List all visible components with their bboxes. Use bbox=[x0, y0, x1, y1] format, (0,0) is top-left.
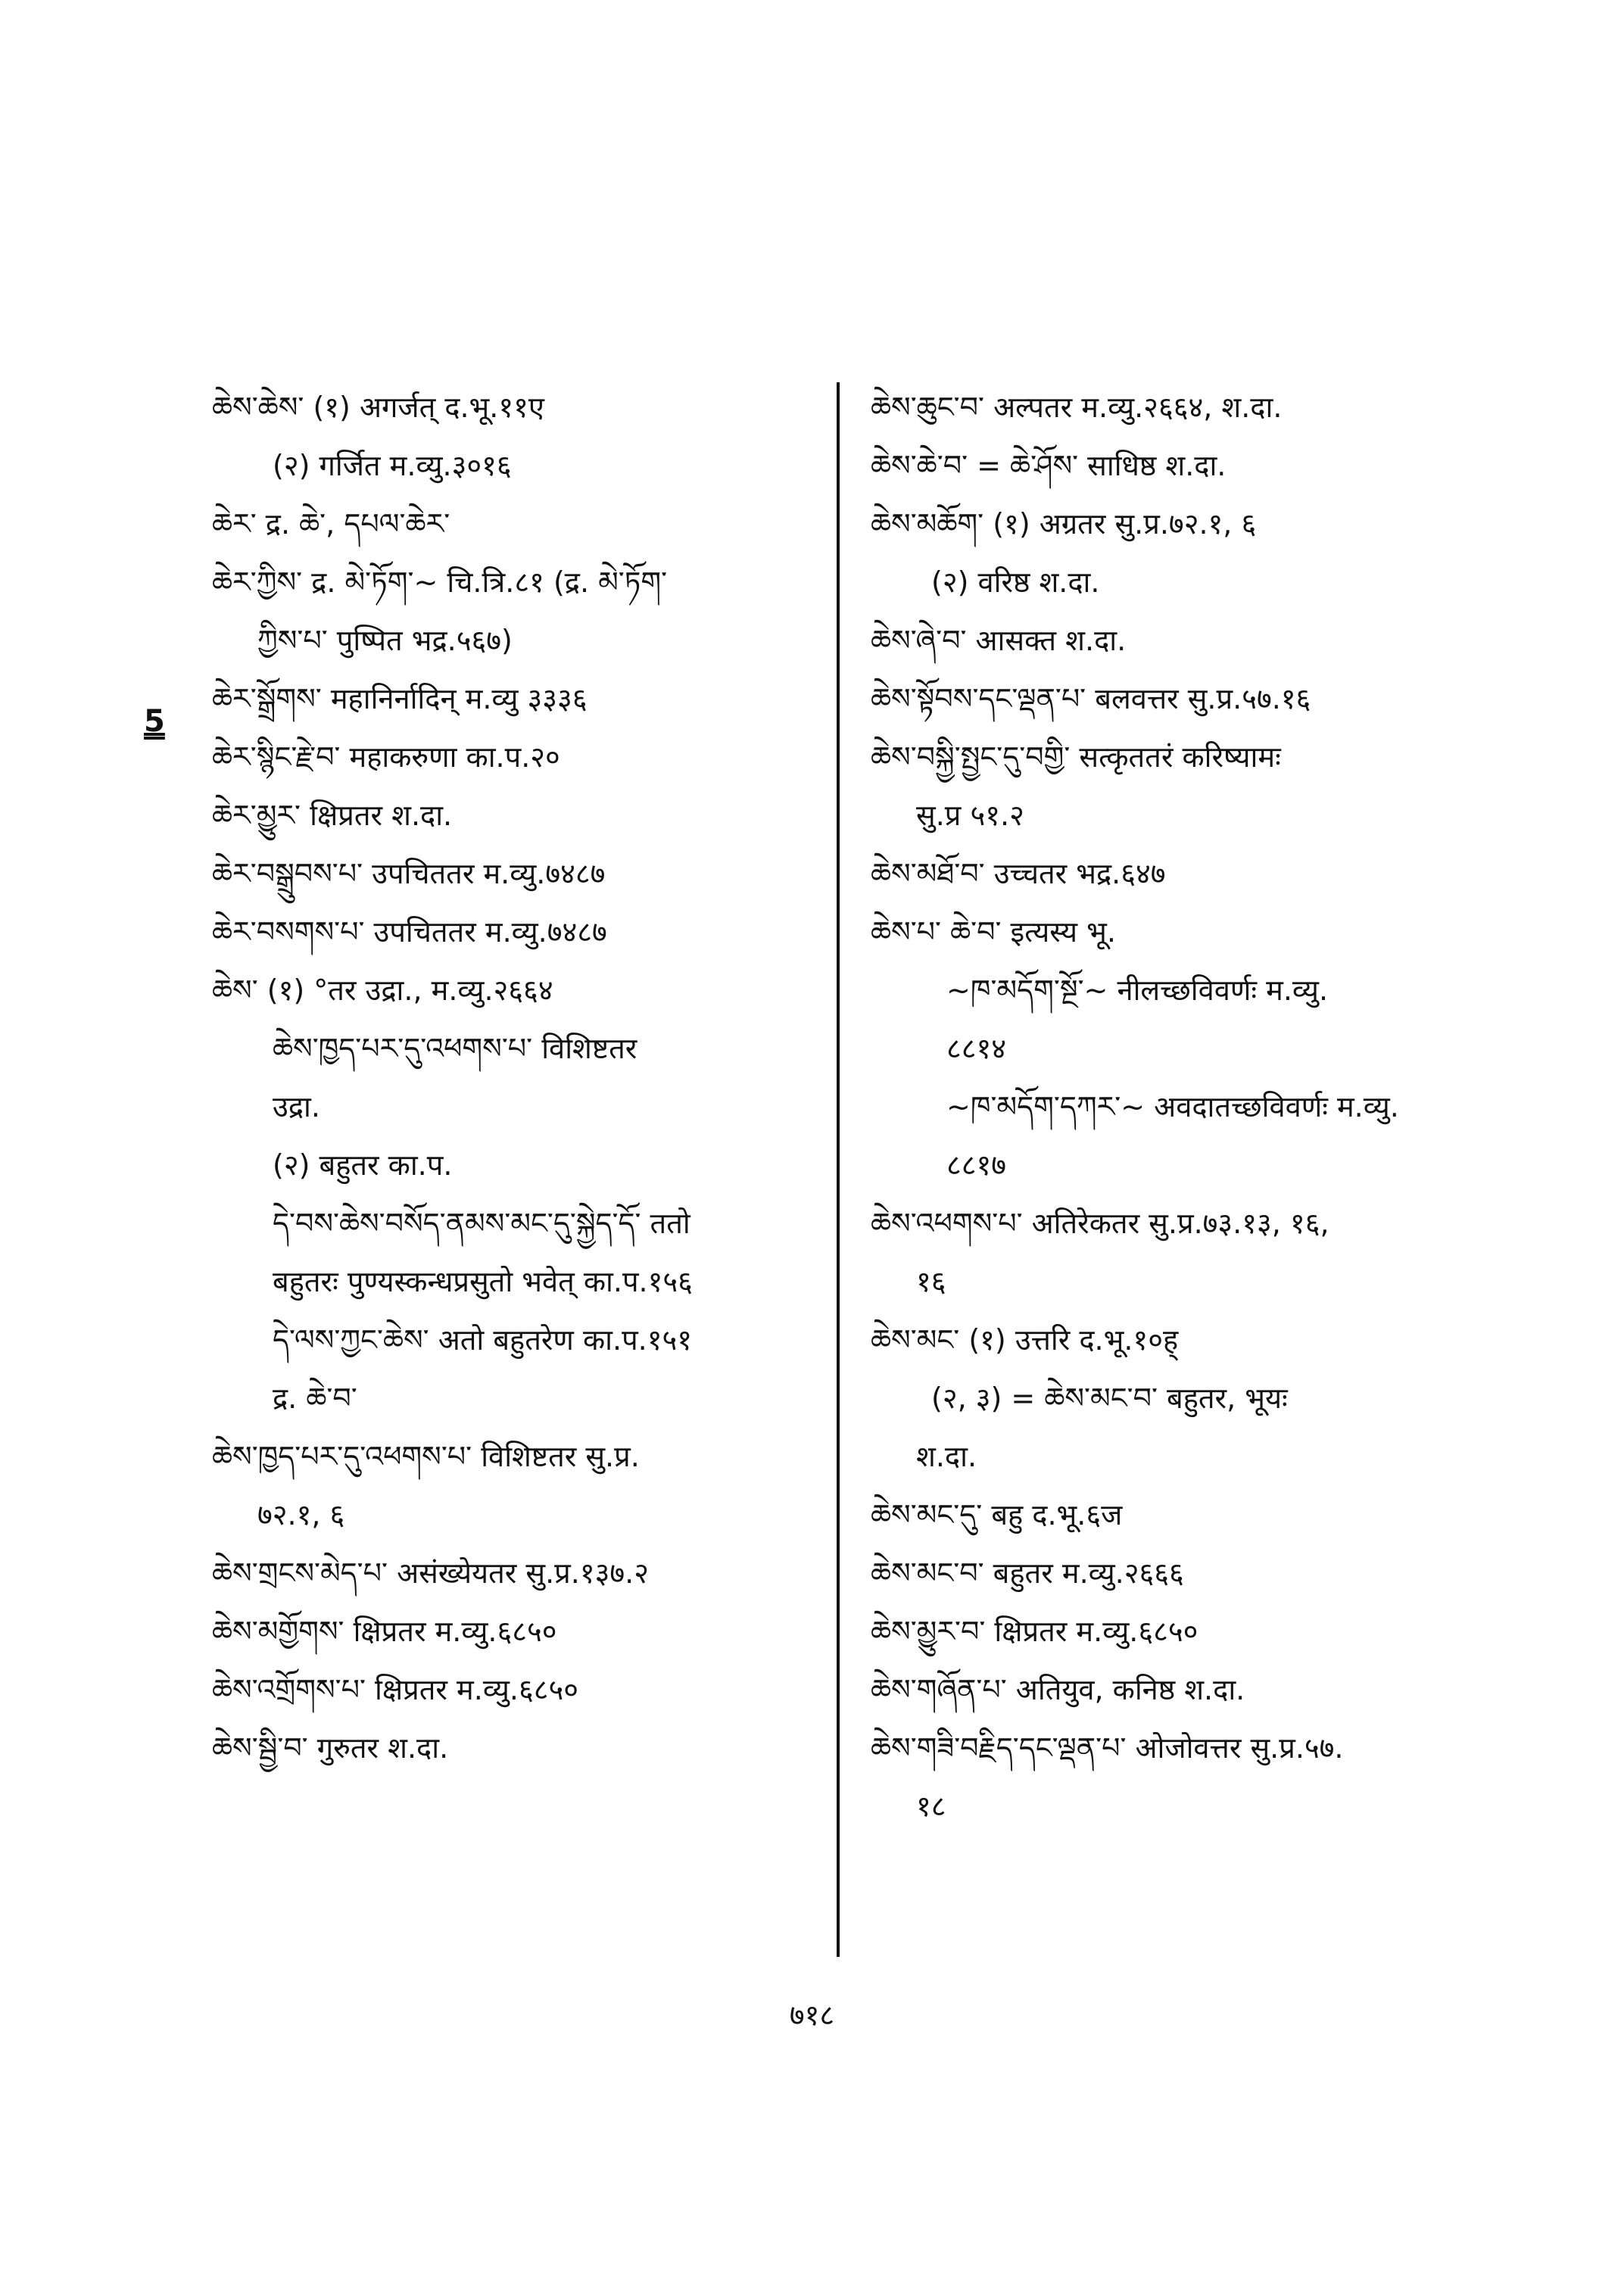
entry-continuation: १६ bbox=[916, 1265, 946, 1298]
entry-sub: (२) वरिष्ठ श.दा. bbox=[931, 565, 1100, 599]
entry: ཆེར་སྒྲོགས་ महानिर्नादिन् म.व्यु ३३३६ bbox=[212, 682, 588, 715]
entry-example: དེ་ལས་ཀྱང་ཆེས་ अतो बहुतरेण का.प.१५१ bbox=[273, 1323, 693, 1357]
entry-crossref: द्र. ཆེ་བ་ bbox=[273, 1382, 357, 1415]
entry-example: बहुतरः पुण्यस्कन्धप्रसुतो भवेत् का.प.१५६ bbox=[273, 1265, 693, 1298]
entry: ཆེར་བསྒྲུབས་པ་ उपचिततर म.व्यु.७४८७ bbox=[212, 857, 606, 890]
margin-mark: 5 bbox=[144, 704, 165, 739]
entry-example: དེ་བས་ཆེས་བསོད་ནམས་མང་དུ་སྐྱེད་དོ་ ततो bbox=[273, 1207, 690, 1240]
page-number: ७१८ bbox=[789, 1999, 835, 2032]
entry-sub: (२) बहुतर का.प. bbox=[273, 1148, 453, 1182]
entry: ཆེར་ द्र. ཆེ་, དཔལ་ཆེར་ bbox=[212, 507, 450, 541]
entry: ཆེར་བསགས་པ་ उपचिततर म.व्यु.७४८७ bbox=[212, 915, 607, 949]
entry-continuation: ८८१४ bbox=[946, 1032, 1007, 1065]
entry: ཆེས་གྲངས་མེད་པ་ असंख्येयतर सु.प्र.१३७.२ bbox=[212, 1556, 649, 1590]
entry-sub: (२) गर्जित म.व्यु.३०१६ bbox=[273, 449, 512, 482]
entry: ཆེས་མང་ (१) उत्तरि द.भू.१०ह् bbox=[871, 1323, 1179, 1357]
entry: ཆེས་སྟོབས་དང་ལྡན་པ་ बलवत्तर सु.प्र.५७.१६ bbox=[871, 682, 1311, 715]
entry-example: ~ཁ་མདོག་དཀར་~ अवदातच्छविवर्णः म.व्यु. bbox=[946, 1090, 1399, 1123]
entry: ཆེས་བསྐྱི་སྤྱང་དུ་བགྱི་ सत्कृततरं करिष्यामः bbox=[871, 740, 1281, 774]
entry: ཆེས་མཆོག་ (१) अग्रतर सु.प्र.७२.१, ६ bbox=[871, 507, 1257, 541]
entry: ཆེས་ཁྱད་པར་དུ་འཕགས་པ་ विशिष्टतर सु.प्र. bbox=[212, 1440, 640, 1473]
entry: ཆེས་ཆེས་ (१) अगर्जत् द.भू.११ए bbox=[212, 391, 544, 424]
entry: ཆེས་མགྱོགས་ क्षिप्रतर म.व्यु.६८५० bbox=[212, 1615, 557, 1648]
entry-example: ~ཁ་མདོག་སྔོ་~ नीलच्छविवर्णः म.व्यु. bbox=[946, 974, 1329, 1007]
entry: ཆེར་ཀྱིས་ द्र. མེ་ཏོག་~ चि.त्रि.८१ (द्र. མེ་ཏོག་ bbox=[212, 565, 668, 599]
entry: ཆེས་མྱུར་བ་ क्षिप्रतर म.व्यु.६८५० bbox=[871, 1615, 1199, 1648]
entry-sub: (२, ३) = ཆེས་མང་བ་ बहुतर, भूयः bbox=[931, 1382, 1288, 1415]
entry: ཆེས་མང་བ་ बहुतर म.व्यु.२६६६ bbox=[871, 1556, 1184, 1590]
entry: ཆེར་མྱུར་ क्षिप्रतर श.दा. bbox=[212, 799, 453, 832]
entry-continuation: उद्रा. bbox=[273, 1090, 320, 1123]
entry: ཆེས་སྦྱི་བ་ गुरुतर श.दा. bbox=[212, 1731, 449, 1765]
entry: ཆེས་གཞོན་པ་ अतियुव, कनिष्ठ श.दा. bbox=[871, 1673, 1245, 1706]
entry-continuation: १८ bbox=[916, 1790, 946, 1823]
entry-sub: ཆེས་ཁྱད་པར་དུ་འཕགས་པ་ विशिष्टतर bbox=[273, 1032, 637, 1065]
entry: ཆེས་གཟི་བརྗིད་དང་ལྡན་པ་ ओजोवत्तर सु.प्र.५७. bbox=[871, 1731, 1344, 1765]
entry: ཆེས་འགྲོགས་པ་ क्षिप्रतर म.व्यु.६८५० bbox=[212, 1673, 578, 1706]
entry: ཆེས་ཞེ་བ་ आसक्त श.दा. bbox=[871, 624, 1127, 657]
entry: ཆེས་ཆེ་བ་ = ཆེ་ཤོས་ साधिष्ठ श.दा. bbox=[871, 449, 1227, 482]
entry-continuation: सु.प्र ५१.२ bbox=[916, 799, 1024, 832]
entry: ཆེར་སྙིང་རྗེ་བ་ महाकरुणा का.प.२० bbox=[212, 740, 560, 774]
column-divider bbox=[837, 382, 840, 1957]
entry-continuation: ७२.१, ६ bbox=[257, 1498, 345, 1531]
entry: ཆེས་ (१) °तर उद्रा., म.व्यु.२६६४ bbox=[212, 974, 553, 1007]
entry-continuation: ८८१७ bbox=[946, 1148, 1007, 1182]
entry: ཆེས་མང་དུ་ बहु द.भू.६ज bbox=[871, 1498, 1123, 1531]
entry-continuation: श.दा. bbox=[916, 1440, 977, 1473]
entry: ཆེས་མཐོ་བ་ उच्चतर भद्र.६४७ bbox=[871, 857, 1166, 890]
entry: ཆེས་ཆུང་བ་ अल्पतर म.व्यु.२६६४, श.दा. bbox=[871, 391, 1283, 424]
left-column bbox=[212, 379, 818, 1777]
right-column bbox=[871, 379, 1492, 1836]
entry-continuation: ཀྱིས་པ་ पुष्पित भद्र.५६७) bbox=[257, 624, 513, 657]
entry: ཆེས་པ་ ཆེ་བ་ इत्यस्य भू. bbox=[871, 915, 1116, 949]
entry: ཆེས་འཕགས་པ་ अतिरेकतर सु.प्र.७३.१३, १६, bbox=[871, 1207, 1329, 1240]
